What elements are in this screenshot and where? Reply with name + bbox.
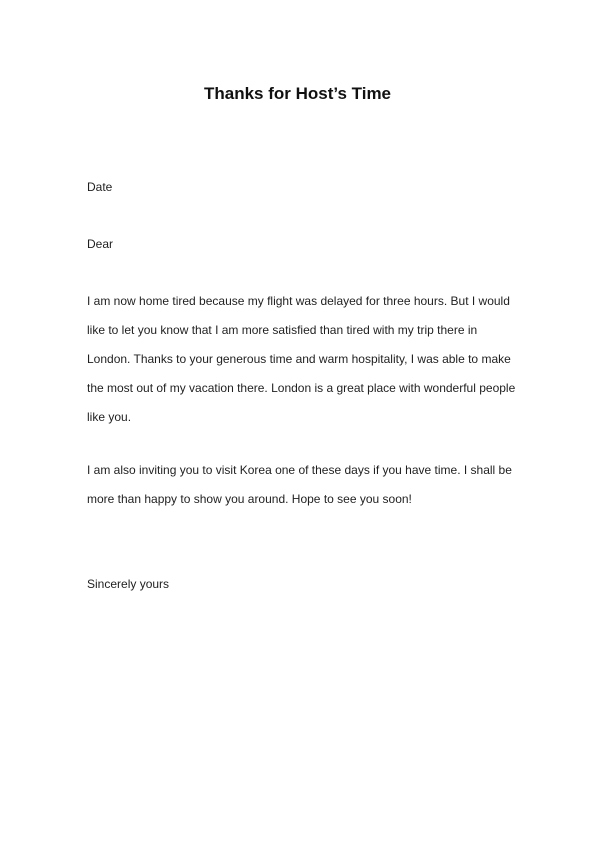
paragraph-1-line: London. Thanks to your generous time and warm hospitality, I was able to make [87,352,511,366]
date-label: Date [87,180,113,194]
closing: Sincerely yours [87,577,170,591]
paragraph-2-line: I am also inviting you to visit Korea one of these days if you have time. I shall be [87,463,512,477]
paragraph-1-line: like you. [87,410,132,424]
body-paragraph-1 [87,293,517,438]
paragraph-1-line: I am now home tired because my flight was delayed for three hours. But I would [87,294,510,308]
salutation: Dear [87,237,114,251]
paragraph-1-line: like to let you know that I am more satisfied than tired with my trip there in [87,323,478,337]
letter-title: Thanks for Host’s Time [203,84,392,103]
paragraph-1-line: the most out of my vacation there. London is a great place with wonderful people [87,381,516,395]
paragraph-2-line: more than happy to show you around. Hope to see you soon! [87,492,412,506]
body-paragraph-2 [87,462,517,520]
